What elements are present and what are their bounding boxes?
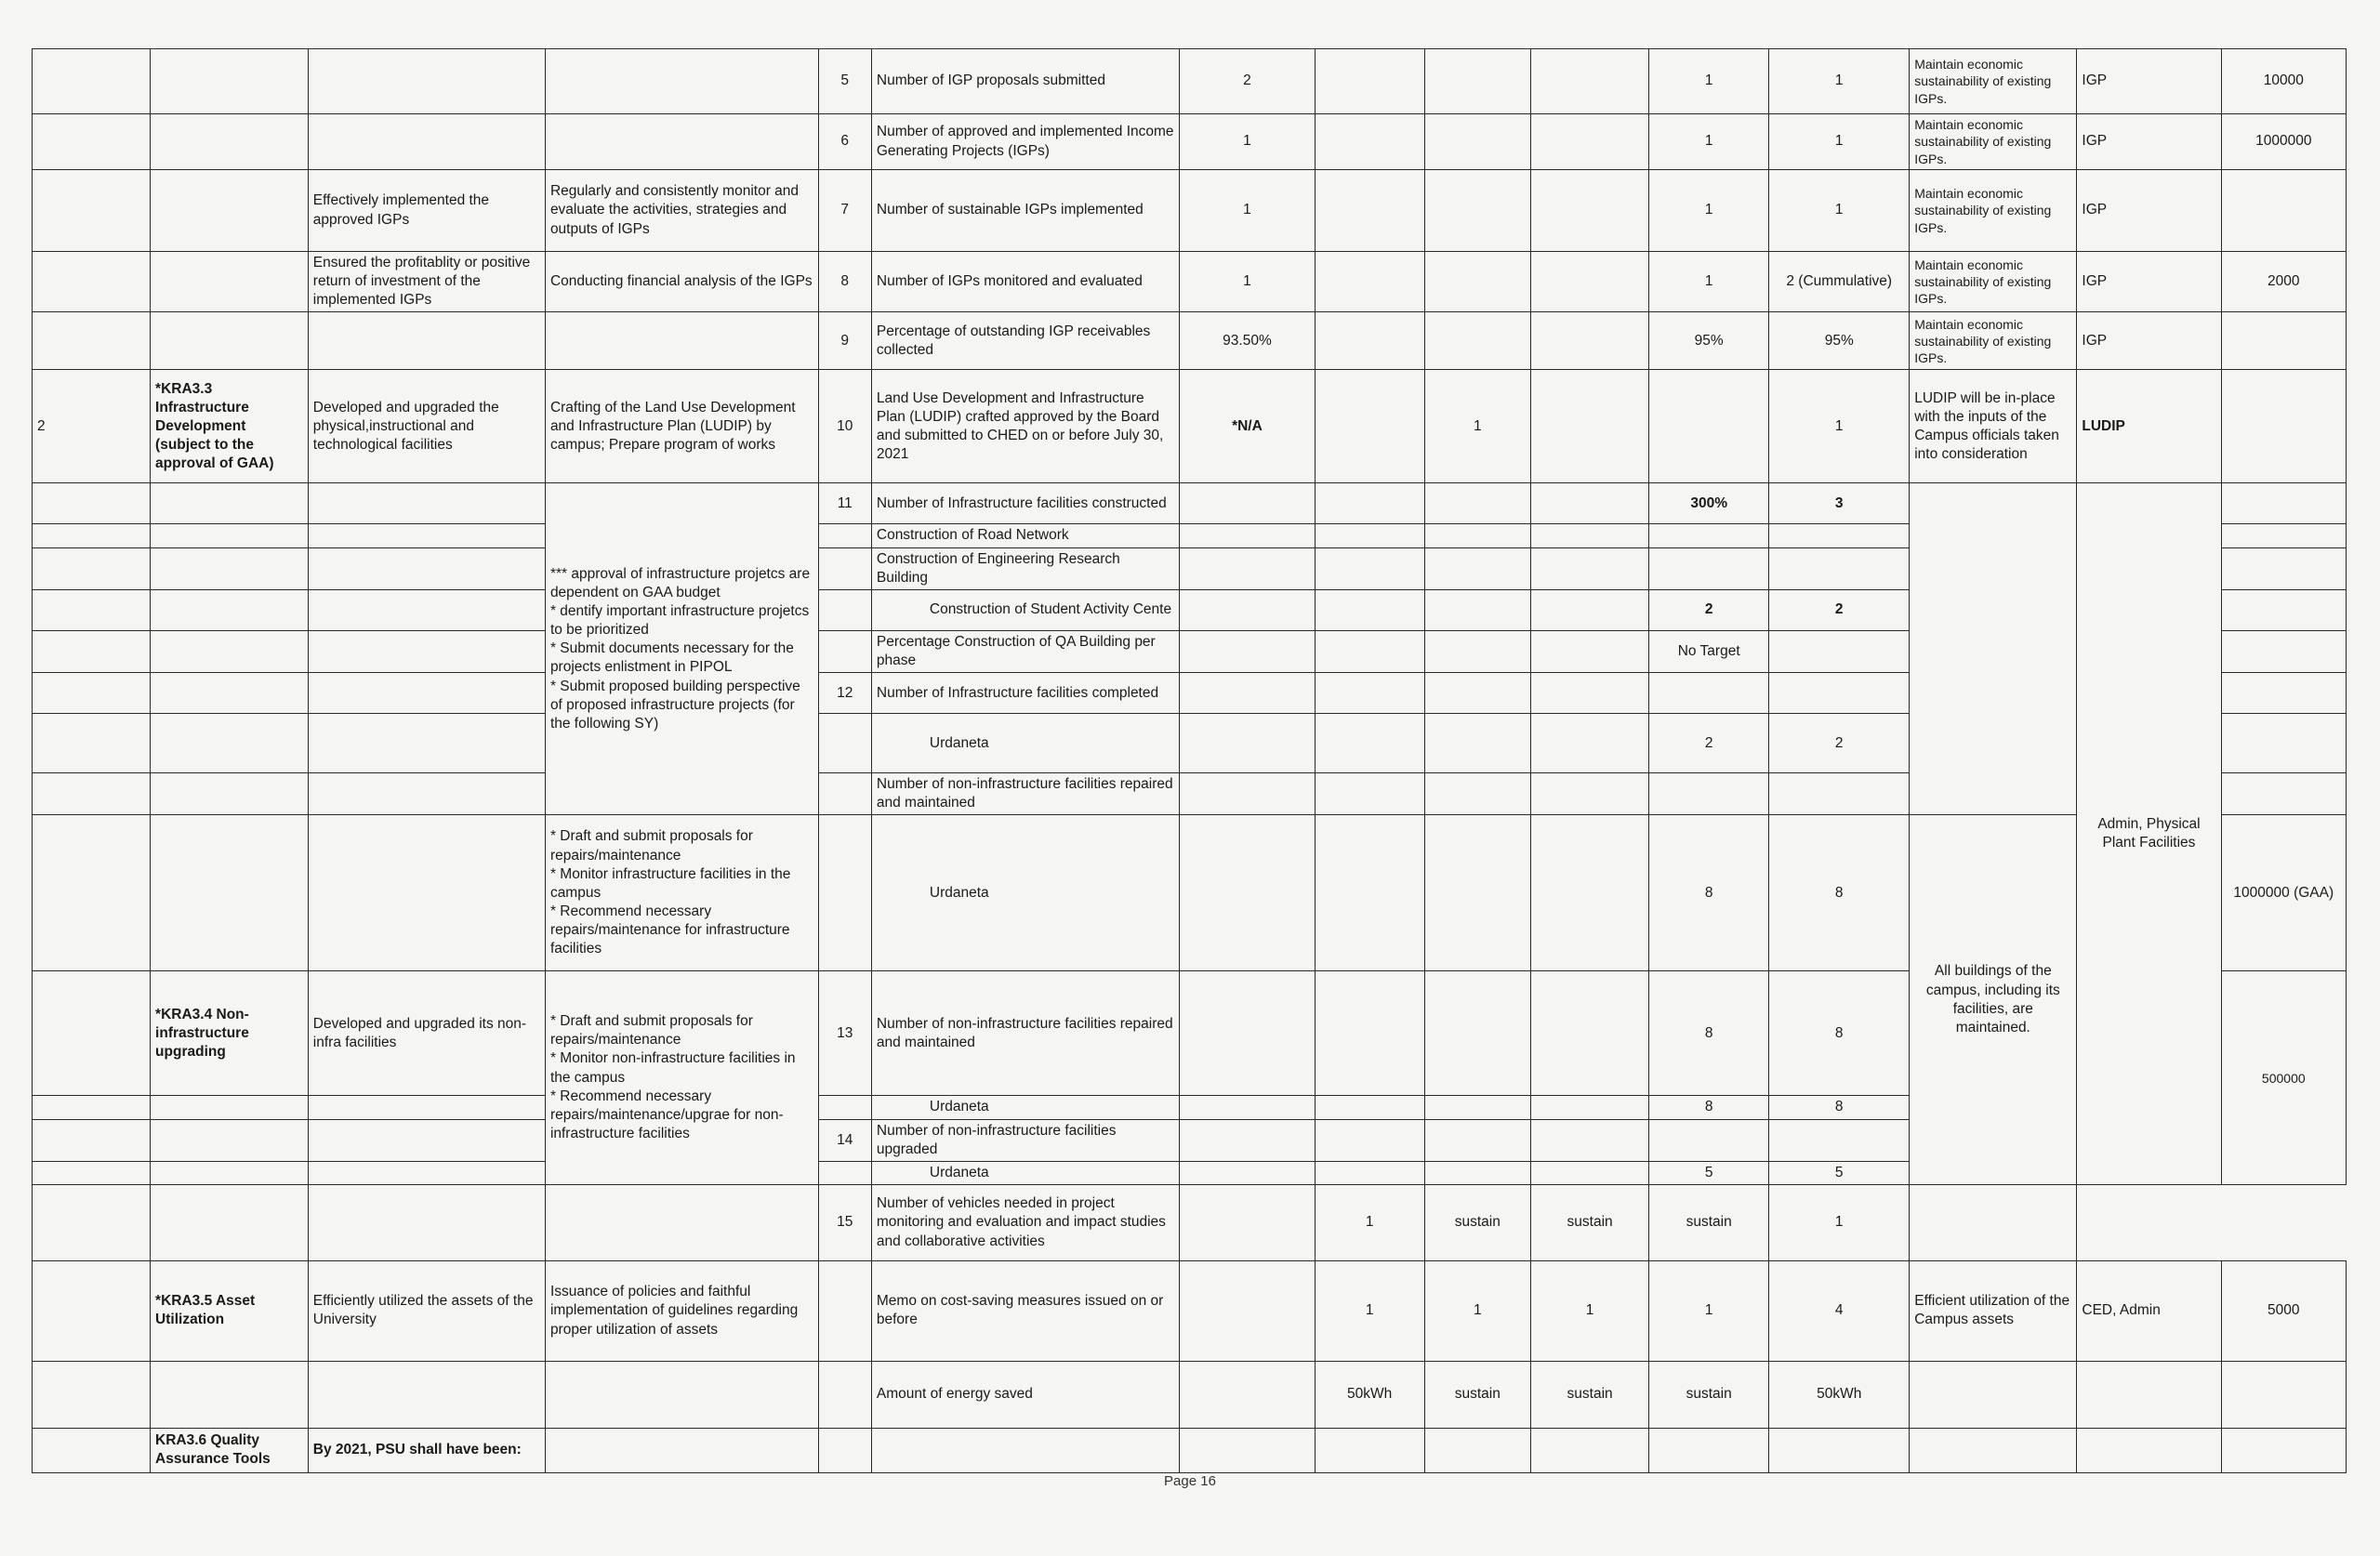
table-row: Construction of Student Activity Cente 2 2 xyxy=(33,589,2347,630)
table-row: 14 Number of non-infrastructure facilities upgraded xyxy=(33,1119,2347,1161)
table-row: KRA3.6 Quality Assurance Tools By 2021, PSU shall have been: xyxy=(33,1428,2347,1472)
table-row: *KRA3.4 Non-infrastructure upgrading Developed and upgraded its non-infra facilities * Draft and submit proposals for repairs/maintenance * Monitor non-infrastructure facilities in the campus * Recommend necessary repairs/maintenance/upgrae for non-infrastructure facilities 13 Number of non-infrastructure facilities repaired and maintained 8 8 500000 xyxy=(33,971,2347,1096)
table-row: 12 Number of Infrastructure facilities completed xyxy=(33,673,2347,714)
table-row: 2 *KRA3.3 Infrastructure Development (subject to the approval of GAA) Developed and upgraded the physical,instructional and technological facilities Crafting of the Land Use Development and Infrastructure Plan (LUDIP) by campus; Prepare program of works 10 Land Use Development and Infrastructure Plan (LUDIP) crafted approved by the Board and submitted to CHED on or before July 30, 2021 *N/A 1 1 LUDIP will be in-place with the inputs of the Campus officials taken into consideration LUDIP xyxy=(33,370,2347,483)
page-number: Page 16 xyxy=(1164,1473,1216,1489)
table-row: Urdaneta 5 5 xyxy=(33,1161,2347,1184)
table-row: 9 Percentage of outstanding IGP receivables collected 93.50% 95% 95% Maintain economic sustainability of existing IGPs. IGP xyxy=(33,312,2347,370)
table-row: Construction of Road Network xyxy=(33,524,2347,547)
table-row: Number of non-infrastructure facilities repaired and maintained xyxy=(33,773,2347,815)
table-row: Urdaneta 2 2 xyxy=(33,714,2347,773)
table-row: Urdaneta 8 8 xyxy=(33,1096,2347,1119)
table-row: 15 Number of vehicles needed in project monitoring and evaluation and impact studies and collaborative activities 1 sustain sustain sustain 1 xyxy=(33,1184,2347,1260)
table-row: Construction of Engineering Research Building xyxy=(33,547,2347,589)
table-row: Percentage Construction of QA Building per phase No Target xyxy=(33,630,2347,672)
table-row: * Draft and submit proposals for repairs/maintenance * Monitor infrastructure facilities in the campus * Recommend necessary repairs/maintenance for infrastructure facilities Urdaneta 8 8 All buildings of the campus, including its facilities, are maintained. 1000000 (GAA) xyxy=(33,815,2347,971)
document-table xyxy=(32,48,2347,1473)
table-row: Effectively implemented the approved IGPs Regularly and consistently monitor and evaluate the activities, strategies and outputs of IGPs 7 Number of sustainable IGPs implemented 1 1 1 Maintain economic sustainability of existing IGPs. IGP xyxy=(33,170,2347,252)
table-row: 6 Number of approved and implemented Income Generating Projects (IGPs) 1 1 1 Maintain economic sustainability of existing IGPs. IGP 1000000 xyxy=(33,114,2347,170)
table-row: *** approval of infrastructure projetcs are dependent on GAA budget * dentify important infrastructure projetcs to be prioritized * Submit documents necessary for the projects enlistment in PIPOL * Submit proposed building perspective of proposed infrastructure projects (for the following SY) 11 Number of Infrastructure facilities constructed 300% 3 Admin, Physical Plant Facilities xyxy=(33,483,2347,524)
table-row: Ensured the profitablity or positive return of investment of the implemented IGPs Conducting financial analysis of the IGPs 8 Number of IGPs monitored and evaluated 1 1 2 (Cummulative) Maintain economic sustainability of existing IGPs. IGP 2000 xyxy=(33,252,2347,312)
table-row: 5 Number of IGP proposals submitted 2 1 1 Maintain economic sustainability of existing IGPs. IGP 10000 xyxy=(33,49,2347,114)
table-row: Amount of energy saved 50kWh sustain sustain sustain 50kWh xyxy=(33,1361,2347,1428)
table-row: *KRA3.5 Asset Utilization Efficiently utilized the assets of the University Issuance of policies and faithful implementation of guidelines regarding proper utilization of assets Memo on cost-saving measures issued on or before 1 1 1 1 4 Efficient utilization of the Campus assets CED, Admin 5000 xyxy=(33,1260,2347,1361)
